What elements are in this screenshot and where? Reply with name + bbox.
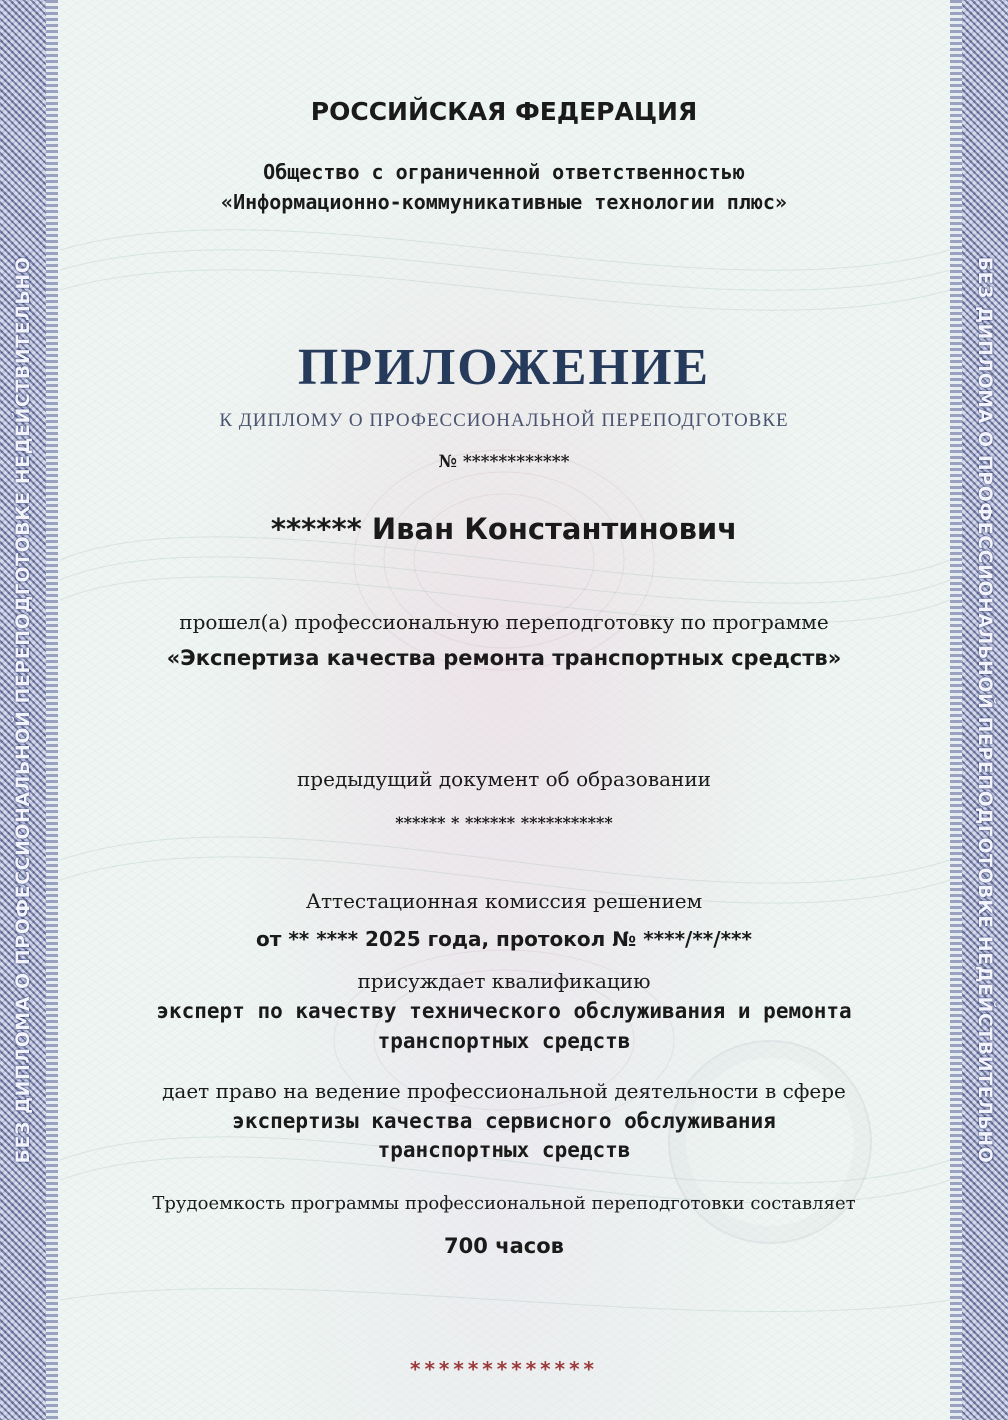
right-border-warning-text: БЕЗ ДИПЛОМА О ПРОФЕССИОНАЛЬНОЙ ПЕРЕПОДГОТОВКЕ НЕДЕЙСТВИТЕЛЬНО bbox=[974, 256, 996, 1164]
program-name: «Экспертиза качества ремонта транспортных средств» bbox=[166, 646, 842, 670]
awards-qualification-label: присуждает квалификацию bbox=[357, 969, 651, 993]
workload-label: Трудоемкость программы профессиональной переподготовки составляет bbox=[152, 1193, 856, 1214]
rights-label: дает право на ведение профессиональной деятельности в сфере bbox=[162, 1079, 846, 1103]
workload-hours: 700 часов bbox=[444, 1234, 564, 1258]
left-inner-border bbox=[46, 0, 58, 1420]
commission-decision: от ** **** 2025 года, протокол № ****/**/*** bbox=[256, 927, 752, 951]
document-number: № ************ bbox=[438, 452, 570, 472]
passed-program-text: прошел(а) профессиональную переподготовку по программе bbox=[179, 610, 829, 634]
serial-number: ************* bbox=[410, 1357, 598, 1381]
previous-education-label: предыдущий документ об образовании bbox=[296, 767, 712, 791]
commission-label: Аттестационная комиссия решением bbox=[305, 889, 703, 913]
left-border-warning-text: БЕЗ ДИПЛОМА О ПРОФЕССИОНАЛЬНОЙ ПЕРЕПОДГОТОВКЕ НЕДЕЙСТВИТЕЛЬНО bbox=[12, 256, 34, 1164]
document-subtitle: К ДИПЛОМУ О ПРОФЕССИОНАЛЬНОЙ ПЕРЕПОДГОТОВКЕ bbox=[219, 410, 789, 431]
sphere-line-2: транспортных средств bbox=[377, 1138, 631, 1162]
holder-name: ****** Иван Константинович bbox=[270, 512, 738, 546]
organization-line-2: «Информационно-коммуникативные технологии плюс» bbox=[221, 190, 787, 214]
qualification-line-2: транспортных средств bbox=[377, 1029, 631, 1053]
organization-line-1: Общество с ограниченной ответственностью bbox=[263, 160, 745, 184]
sphere-line-1: экспертизы качества сервисного обслуживания bbox=[232, 1109, 776, 1133]
document-title: ПРИЛОЖЕНИЕ bbox=[297, 339, 711, 396]
country-heading: РОССИЙСКАЯ ФЕДЕРАЦИЯ bbox=[310, 97, 698, 126]
document-content bbox=[70, 0, 938, 1420]
qualification-line-1: эксперт по качеству технического обслуживания и ремонта bbox=[156, 999, 852, 1023]
previous-education-value: ****** * ****** *********** bbox=[395, 813, 613, 832]
right-inner-border bbox=[950, 0, 962, 1420]
